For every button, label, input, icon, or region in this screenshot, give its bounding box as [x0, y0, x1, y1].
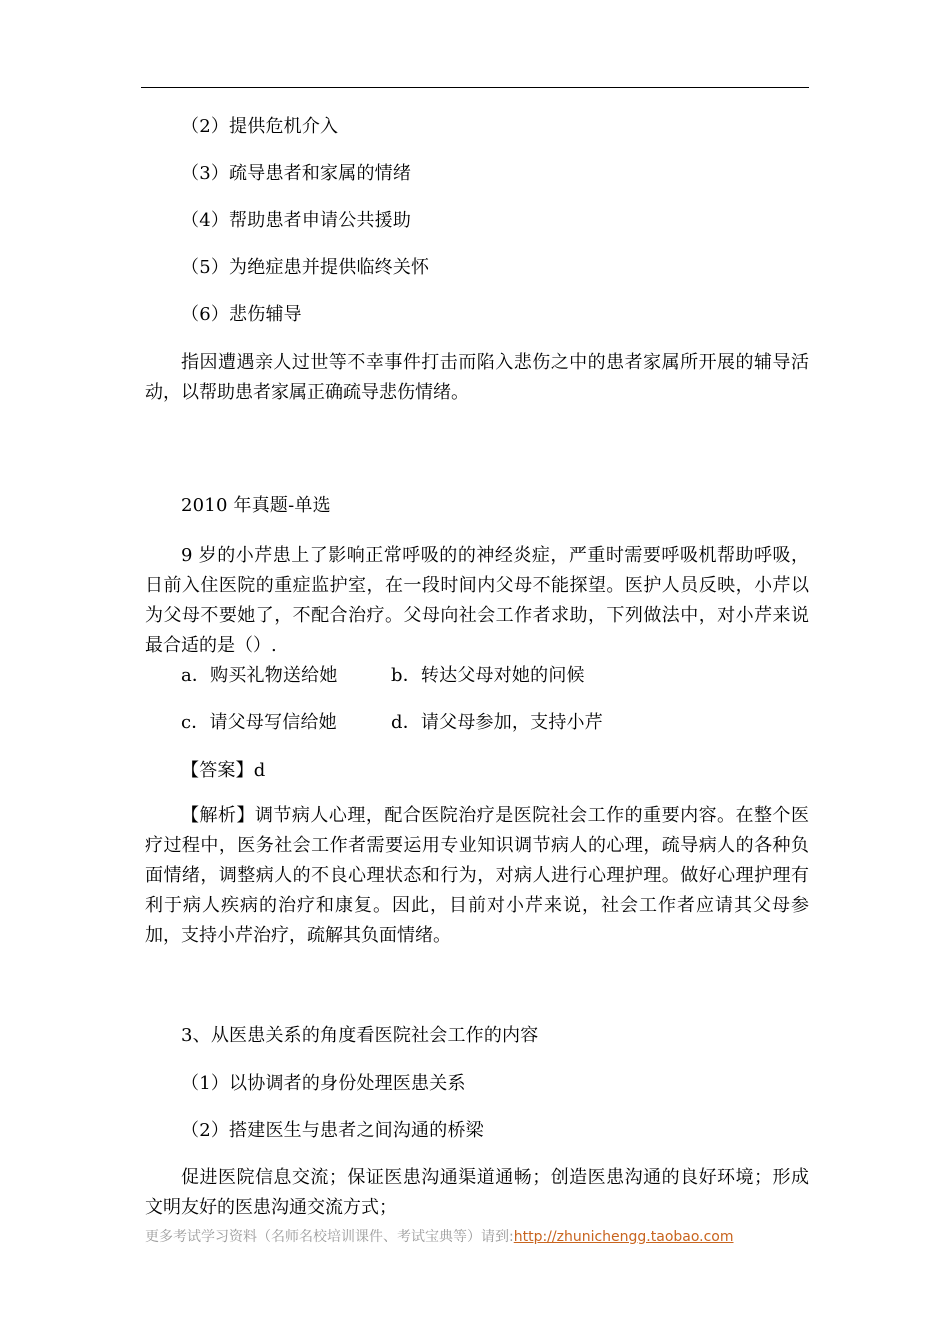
list-item: （1）以协调者的身份处理医患关系	[181, 1073, 466, 1094]
header-rule	[141, 87, 809, 88]
section-body: 促进医院信息交流；保证医患沟通渠道通畅；创造医患沟通的良好环境；形成文明友好的医患沟通交流方式；	[145, 1167, 809, 1218]
grief-paragraph: 指因遭遇亲人过世等不幸事件打击而陷入悲伤之中的患者家属所开展的辅导活动，以帮助患者家属正确疏导悲伤情绪。	[145, 352, 809, 403]
footer-link[interactable]: http://zhunichengg.taobao.com	[513, 1229, 734, 1245]
answer-line: 【答案】d	[181, 760, 266, 781]
list-item: （3）疏导患者和家属的情绪	[181, 163, 412, 184]
option-b: b．转达父母对她的问候	[391, 665, 585, 686]
footer-text: 更多考试学习资料（名师名校培训课件、考试宝典等）请到:	[145, 1229, 514, 1245]
footer-ad	[145, 1226, 734, 1246]
option-a: a．购买礼物送给她	[181, 665, 338, 686]
list-item: （2）提供危机介入	[181, 116, 339, 137]
section-heading: 3、从医患关系的角度看医院社会工作的内容	[181, 1025, 539, 1046]
options-row-1	[145, 664, 809, 688]
list-item: （2）搭建医生与患者之间沟通的桥梁	[181, 1120, 484, 1141]
option-c: c．请父母写信给她	[181, 712, 337, 733]
list-item: （4）帮助患者申请公共援助	[181, 210, 412, 231]
list-item: （6）悲伤辅导	[181, 304, 302, 325]
option-d: d．请父母参加，支持小芹	[391, 712, 603, 733]
question-stem: 9 岁的小芹患上了影响正常呼吸的的神经炎症，严重时需要呼吸机帮助呼吸，日前入住医院的重症监护室，在一段时间内父母不能探望。医护人员反映，小芹以为父母不要她了，不配合治疗。父母向社会工作者求助，下列做法中，对小芹来说最合适的是（）.	[145, 545, 809, 656]
list-item: （5）为绝症患并提供临终关怀	[181, 257, 430, 278]
options-row-2	[145, 711, 809, 735]
analysis-paragraph: 【解析】调节病人心理，配合医院治疗是医院社会工作的重要内容。在整个医疗过程中，医务社会工作者需要运用专业知识调节病人的心理，疏导病人的各种负面情绪，调整病人的不良心理状态和行为，对病人进行心理护理。做好心理护理有利于病人疾病的治疗和康复。因此，目前对小芹来说，社会工作者应请其父母参加，支持小芹治疗，疏解其负面情绪。	[145, 805, 809, 946]
question-label: 2010 年真题-单选	[181, 495, 331, 516]
